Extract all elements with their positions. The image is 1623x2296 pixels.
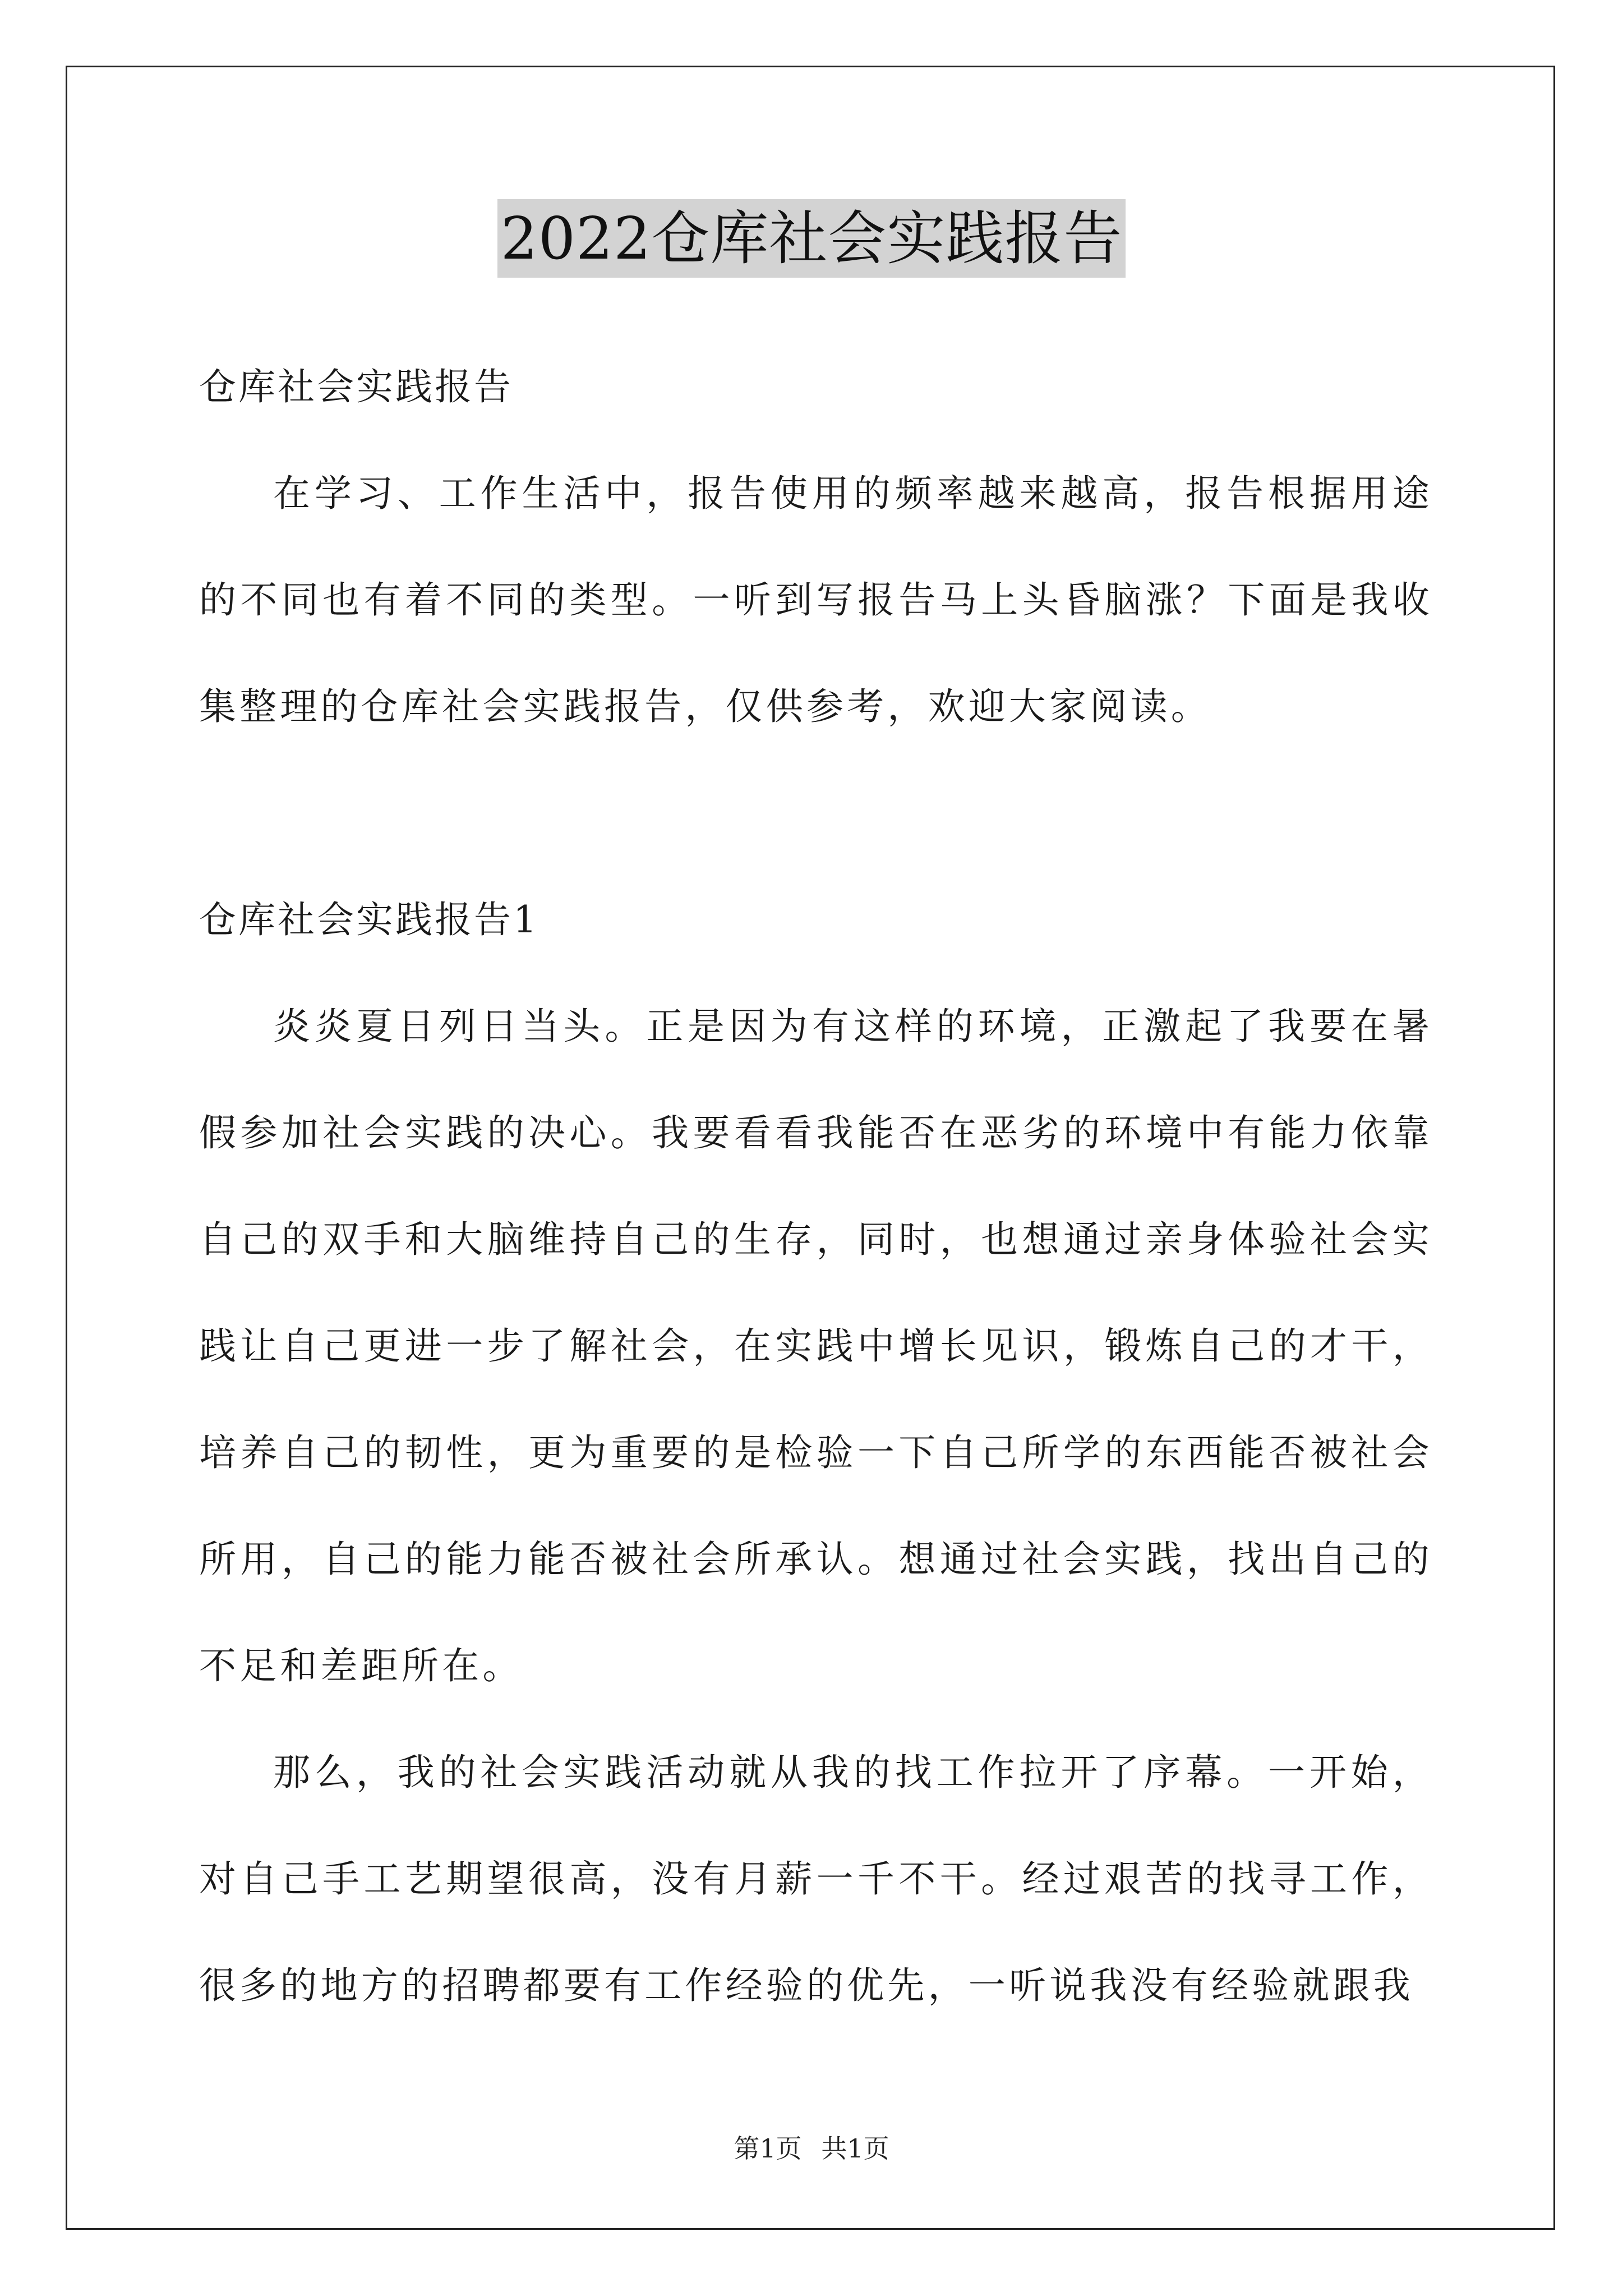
intro-paragraph: 在学习、工作生活中，报告使用的频率越来越高，报告根据用途的不同也有着不同的类型。一听到写报告马上头昏脑涨？下面是我收集整理的仓库社会实践报告，仅供参考，欢迎大家阅读。 (199, 472, 1433, 728)
body-paragraph-2: 那么，我的社会实践活动就从我的找工作拉开了序幕。一开始，对自己手工艺期望很高，没有月薪一千不干。经过艰苦的找寻工作，很多的地方的招聘都要有工作经验的优先，一听说我没有经验就跟我 (199, 1751, 1433, 2007)
page-total: 共1页 (821, 2133, 889, 2164)
page-footer (0, 2132, 1623, 2165)
section-heading: 仓库社会实践报告1 (199, 898, 539, 941)
document-body (199, 334, 1433, 2039)
paragraph-gap (199, 760, 1433, 867)
document-heading: 仓库社会实践报告 (199, 365, 513, 408)
page-number: 第1页 (734, 2133, 802, 2164)
body-paragraph-1: 炎炎夏日列日当头。正是因为有这样的环境，正激起了我要在暑假参加社会实践的决心。我要看看我能否在恶劣的环境中有能力依靠自己的双手和大脑维持自己的生存，同时，也想通过亲身体验社会实践让自己更进一步了解社会，在实践中增长见识，锻炼自己的才干，培养自己的韧性，更为重要的是检验一下自己所学的东西能否被社会所用，自己的能力能否被社会所承认。想通过社会实践，找出自己的不足和差距所在。 (199, 1005, 1433, 1687)
document-title: 2022仓库社会实践报告 (497, 199, 1126, 278)
title-container (0, 199, 1623, 278)
